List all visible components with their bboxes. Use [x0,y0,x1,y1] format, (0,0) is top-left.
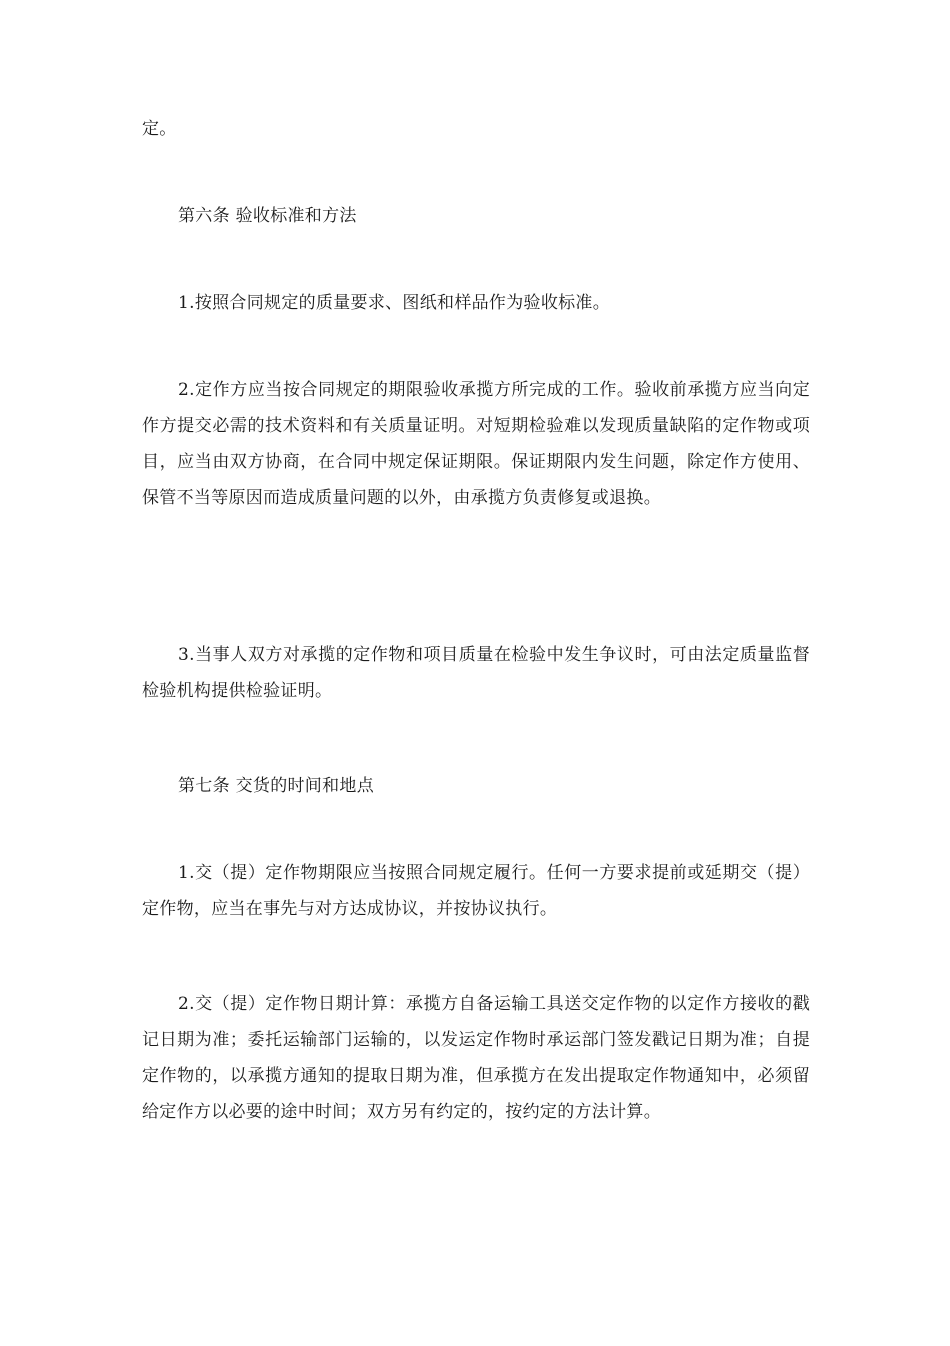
article-6-clause-1: 1.按照合同规定的质量要求、图纸和样品作为验收标准。 [178,293,611,313]
article-6-heading: 第六条 验收标准和方法 [178,206,357,226]
article-7-clause-2: 2.交（提）定作物日期计算：承揽方自备运输工具送交定作物的以定作方接收的戳记日期为准；委托运输部门运输的，以发运定作物时承运部门签发戳记日期为准；自提定作物的，以承揽方通知的提取日期为准，但承揽方在发出提取定作物通知中，必须留给定作方以必要的途中时间；双方另有约定的，按约定的方法计算。 [142,994,810,1122]
paragraph-continuation: 定。 [142,119,177,139]
article-6-clause-2: 2.定作方应当按合同规定的期限验收承揽方所完成的工作。验收前承揽方应当向定作方提交必需的技术资料和有关质量证明。对短期检验难以发现质量缺陷的定作物或项目，应当由双方协商，在合同中规定保证期限。保证期限内发生问题，除定作方使用、保管不当等原因而造成质量问题的以外，由承揽方负责修复或退换。 [142,380,810,508]
article-6-clause-3: 3.当事人双方对承揽的定作物和项目质量在检验中发生争议时，可由法定质量监督检验机构提供检验证明。 [142,645,810,701]
article-7-clause-1: 1.交（提）定作物期限应当按照合同规定履行。任何一方要求提前或延期交（提）定作物，应当在事先与对方达成协议，并按协议执行。 [142,863,810,919]
article-7-heading: 第七条 交货的时间和地点 [178,776,375,796]
